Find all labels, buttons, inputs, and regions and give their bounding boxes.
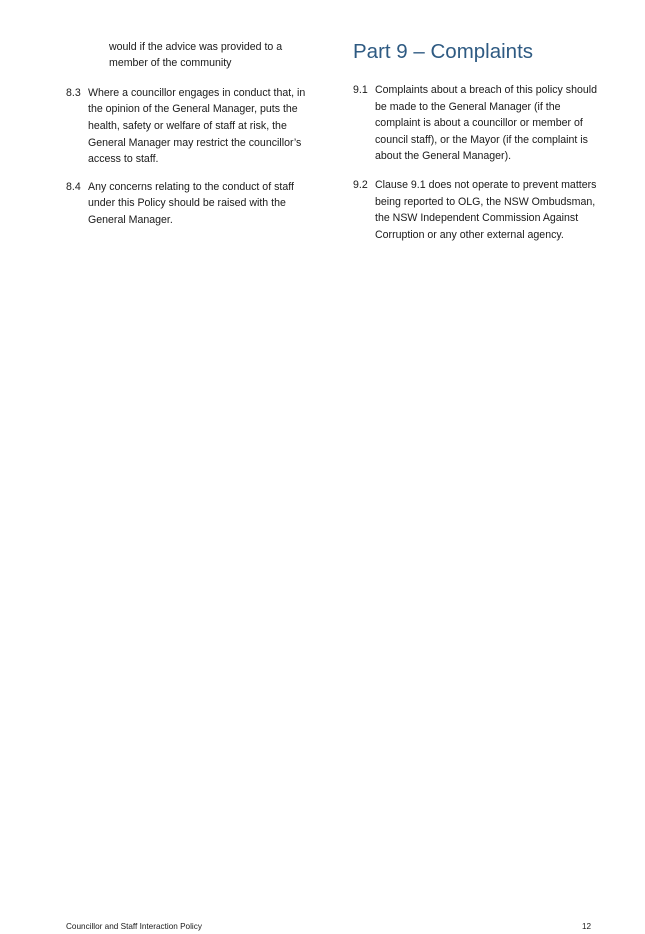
clause-9-1 — [353, 82, 608, 165]
clause-8-4 — [66, 179, 321, 229]
clause-8-3 — [66, 85, 321, 168]
clause-number: 8.4 — [66, 180, 81, 193]
footer-document-title: Councillor and Staff Interaction Policy — [66, 922, 202, 931]
clause-text: Any concerns relating to the conduct of staff under this Policy should be raised with the General Manager. — [88, 180, 294, 226]
right-column — [353, 36, 608, 243]
left-column — [66, 36, 321, 229]
continued-paragraph: would if the advice was provided to a member of the community — [109, 41, 283, 70]
clause-text: Clause 9.1 does not operate to prevent matters being reported to OLG, the NSW Ombudsman, the NSW Independent Commission Against Corruption or any other external agency. — [375, 178, 597, 241]
footer-page-number: 12 — [582, 922, 592, 931]
clause-number: 9.2 — [353, 178, 368, 191]
clause-number: 8.3 — [66, 86, 81, 99]
section-heading: Part 9 – Complaints — [353, 40, 534, 63]
clause-text: Where a councillor engages in conduct that, in the opinion of the General Manager, puts the health, safety or welfare of staff at risk, the General Manager may restrict the councillor’s access to staff. — [88, 86, 306, 166]
clause-number: 9.1 — [353, 84, 368, 96]
clause-9-2 — [353, 177, 608, 243]
clause-text: Complaints about a breach of this policy should be made to the General Manager (if the complaint is about a councillor or member of council staff), or the Mayor (if the complaint is about the General Manager). — [375, 84, 598, 163]
